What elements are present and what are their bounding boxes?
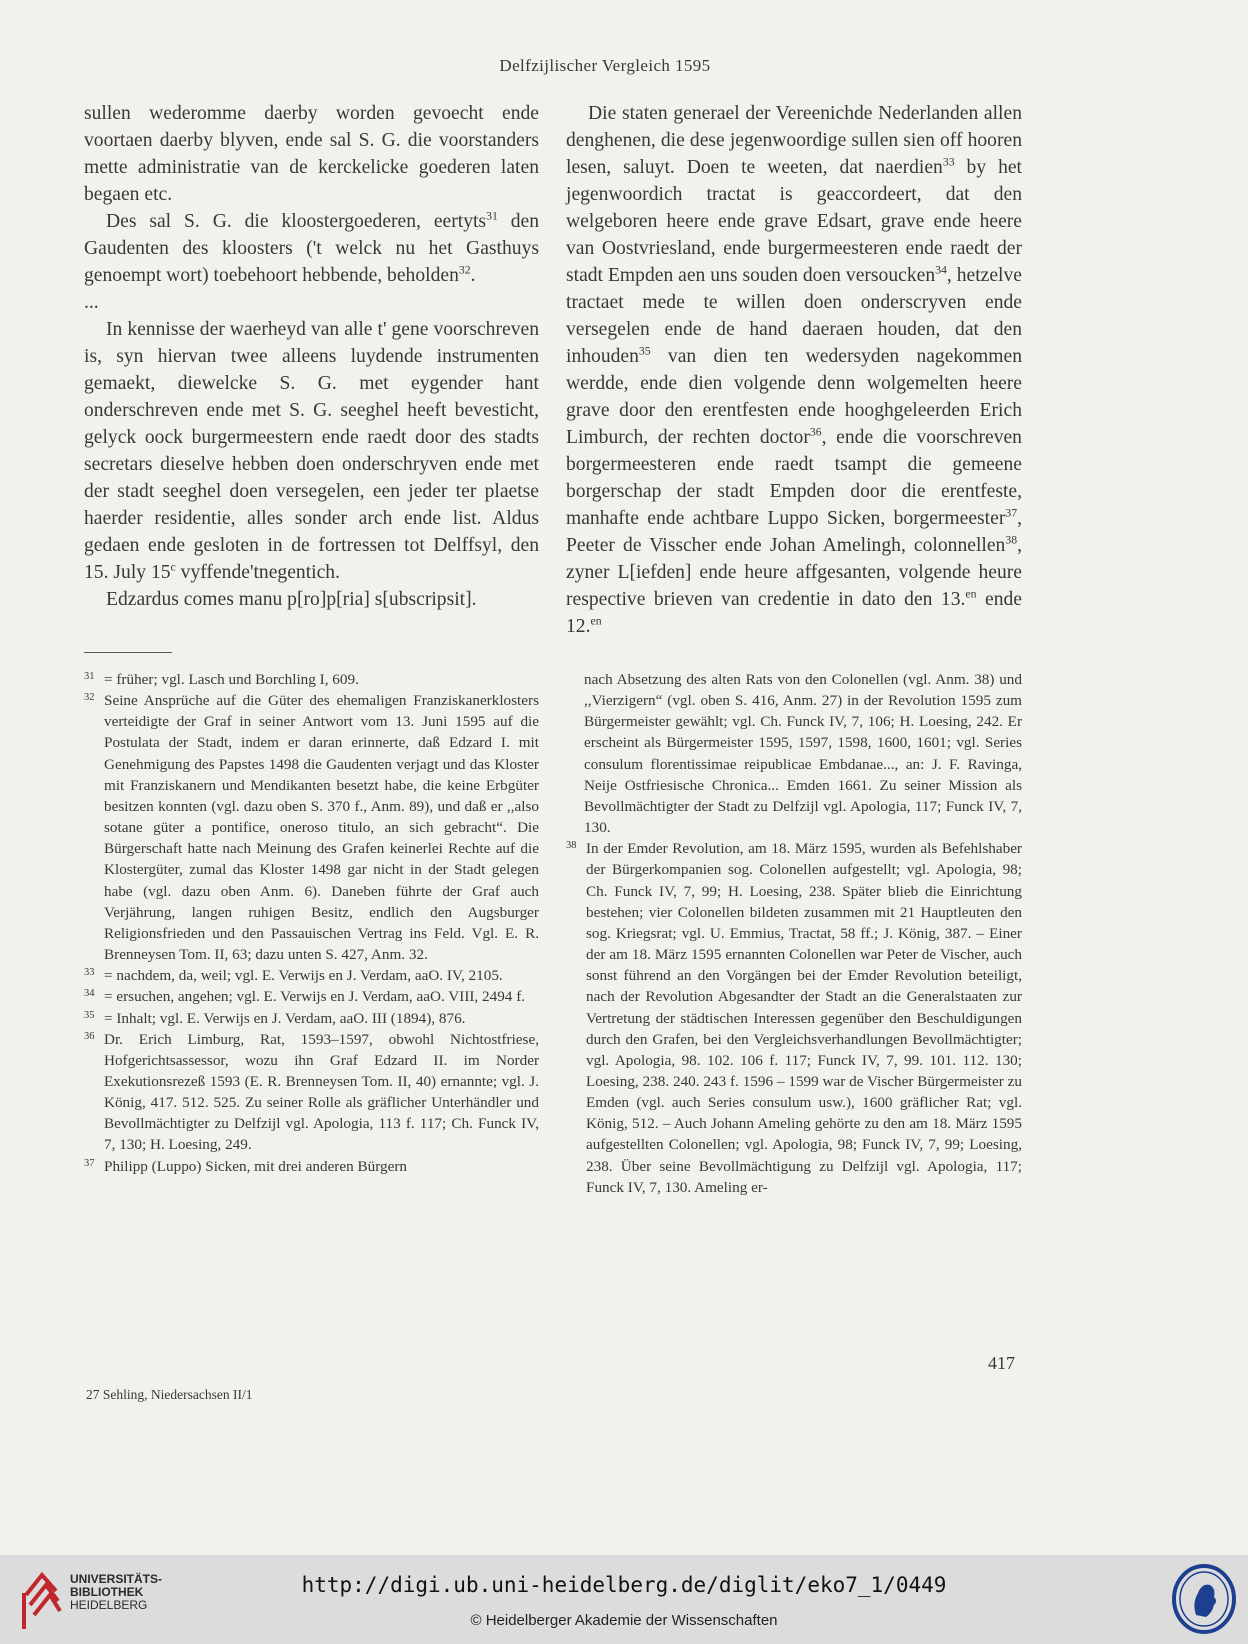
footnote: 32 Seine Ansprüche auf die Güter des ehemaligen Franziskanerklosters verteidigte der Graf in seiner Antwort vom 13. Juni 1595 auf die Postulata der Stadt, indem er daran erinnerte, daß Edzard I. mit Genehmigung des Papstes 1498 die Gaudenten verjagt und das Kloster mit Franziskanern und Mendikanten besetzt habe, die keine Erbgüter besitzen konnten (vgl. dazu oben S. 370 f., Anm. 89), und daß er ,,also sotane güter a pontifice, oneroso titulo, an sich gebracht“. Die Bürgerschaft hatte nach Meinung des Grafen keinerlei Rechte auf die Klostergüter, zumal das Kloster 1498 gar nicht in der Stadt gelegen habe (vgl. dazu oben Anm. 6). Daneben führte der Graf auch Verjährung, langen ruhigen Besitz, endlich den Augsburger Religionsfrieden und den Passauischen Vertrag ins Feld. Vgl. E. R. Brenneysen Tom. II, 63; dazu unten S. 427, Anm. 32. [84,692,539,964]
page-number: 417 [988,1353,1015,1373]
running-title: Delfzijlischer Vergleich 1595 [499,56,711,75]
footnote-ref: 31 [486,209,498,223]
paragraph: sullen wederomme daerby worden gevoecht ende voortaen daerby blyven, ende sal S. G. die voorstanders mette administratie van de kerckelicke goederen laten begaen etc. [84,103,539,205]
paragraph: Die staten generael der Vereenichde Nederlanden allen denghenen, die dese jegenwoordige sullen sien off hooren lesen, saluyt. Doen te weeten, dat naerdien$^{33}$ by het jegenwoordich tractat is geaccordeert, dat den welgeboren heere ende grave Edsart, grave ende heere van Oostvriesland, ende burgermeesteren ende raedt der stadt Empden aen uns souden doen versoucken$^{34}$, hetzelve tractaet mede te willen doen onderscryven ende versegelen ende de hand daeraen houden, dat den inhouden$^{35}$ van dien ten wedersyden nagekommen werdde, ende dien volgende denn wolgemelten heere grave door den erentfesten ende hooghgeleerden Erich Limburch, der rechten doctor$^{36}$, ende die voorschreven borgermeesteren ende raedt tsampt die gemeene borgerschap der stadt Empden door die erentfeste, manhafte ende achtbare Luppo Sicken, borgermeester$^{37}$, Peeter de Visscher ende Johan Amelingh, colonnellen$^{38}$, zyner L[iefden] ende heure affgesanten, volgende heure respective brieven van credentie in dato den 13.$^{en}$ ende 12.$^{en}$ [566,103,1022,637]
footnote: 33 = nachdem, da, weil; vgl. E. Verwijs en J. Verdam, aaO. IV, 2105. [84,967,503,985]
footnote-continuation: nach Absetzung des alten Rats von den Colonellen (vgl. Anm. 38) und ,,Vierzigern“ (vgl. oben S. 416, Anm. 27) in der Revolution 1595 zum Bürgermeister gewählt; vgl. Ch. Funck IV, 7, 106; H. Loesing, 242. Er erscheint als Bürgermeister 1595, 1597, 1598, 1600, 1601; vgl. Series consulum florentissimae reipublicae Embdanae..., an: J. F. Ravinga, Neije Ostfriesische Chronica... Emden 1661. Zu seiner Mission als Bevollmächtigter der Stadt zu Delfzijl vgl. Apologia, 117; Funck IV, 7, 130. [584,671,1022,837]
footnote-ref: 32 [458,263,471,277]
footnote: 34 = ersuchen, angehen; vgl. E. Verwijs en J. Verdam, aaO. VIII, 2494 f. [84,988,526,1006]
printer-signature: 27 Sehling, Niedersachsen II/1 [86,1387,253,1402]
footnotes-left [84,669,539,1177]
paragraph: Des sal S. G. die kloostergoederen, eertyts$^{31}$ den Gaudenten des kloosters ('t welck nu het Gasthuys genoempt wort) toebehoort hebbende, beholden$^{32}$. [84,209,539,286]
footnote: 31 = früher; vgl. Lasch und Borchling I, 609. [84,671,359,688]
right-text-column [566,100,1022,640]
paragraph: Edzardus comes manu p[ro]p[ria] s[ubscripsit]. [106,589,477,610]
footnote: 35 = Inhalt; vgl. E. Verwijs en J. Verdam, aaO. III (1894), 876. [84,1009,466,1027]
academy-seal-icon [1170,1563,1238,1635]
footnote: 38 In der Emder Revolution, am 18. März 1595, wurden als Befehlshaber der Bürgerkompanien sog. Colonellen aufgestellt; vgl. Apologia, 98; Ch. Funck IV, 7, 99; H. Loesing, 238. Später blieb die Einrichtung bestehen; vier Colonellen bildeten zusammen mit 21 Hauptleuten den sog. Kriegsrat; vgl. U. Emmius, Tractat, 58 ff.; J. König, 387. – Einer der am 18. März 1595 ernannten Colonellen war Peter de Vischer, auch sonst führend an den Vorgängen bei der Emder Revolution beteiligt, nach der Revolution Abgesandter der Stadt an die Generalstaaten zur Vertretung der städtischen Interessen gegenüber den Beschuldigungen durch den Grafen, bei den Vergleichsverhandlungen Bevollmächtigter; vgl. Apologia, 98. 102. 106 f. 117; Funck IV, 7, 99. 101. 112. 130; Loesing, 238. 240. 243 f. 1596 – 1599 war de Vischer Bürgermeister zu Emden (vgl. auch Series consulum usw.), 1600 gräflicher Rat; vgl. König, 512. – Auch Johann Ameling gehörte zu den am 18. März 1595 aufgestellten Colonellen; vgl. Apologia, 98; Funck IV, 7, 99; Loesing, 238. Über seine Bevollmächtigung zu Delfzijl vgl. Apologia, 117; Funck IV, 7, 130. Ameling er- [566,840,1022,1196]
paragraph: In kennisse der waerheyd van alle t' gene voorschreven is, syn hiervan twee alleens luydende instrumenten gemaekt, diewelcke S. G. met eygender hant onderschreven ende met S. G. seeghel heeft bevesticht, gelyck oock burgermeestern ende raedt door des stadts secretars dieselve hebben doen onderschryven ende met der stadt seeghel doen versegelen, een jeder ter plaetse haerder residentie, alles sonder arch ende list. Aldus gedaen ende gesloten in de fortressen tot Delffsyl, den 15. July 15$^c$ vyffende'tnegentich. [84,319,539,583]
footnote: 37 Philipp (Luppo) Sicken, mit drei anderen Bürgern [84,1157,407,1175]
left-text-column [84,100,539,613]
library-name: UNIVERSITÄTS- BIBLIOTHEK HEIDELBERG [70,1572,163,1612]
footnote: 36 Dr. Erich Limburg, Rat, 1593–1597, obwohl Nichtostfriese, Hofgerichtsassessor, wozu ihn Graf Edzard II. im Norder Exekutionsrezeß 1593 (E. R. Brenneysen Tom. II, 40) ernannte; vgl. J. König, 417. 512. 525. Zu seiner Rolle als gräflicher Unterhändler und Bevollmächtigter zu Delfzijl vgl. Apologia, 113 f. 117; Ch. Funck IV, 7, 130; H. Loesing, 249. [84,1030,539,1154]
footnote-divider [84,652,172,653]
footnotes-right [566,669,1022,1198]
copyright-notice: © Heidelberger Akademie der Wissenschaften [470,1612,778,1629]
permalink-url[interactable]: http://digi.ub.uni-heidelberg.de/diglit/eko7_1/0449 [301,1573,947,1597]
digitization-footer [0,1555,1248,1644]
ellipsis: ... [84,292,99,313]
